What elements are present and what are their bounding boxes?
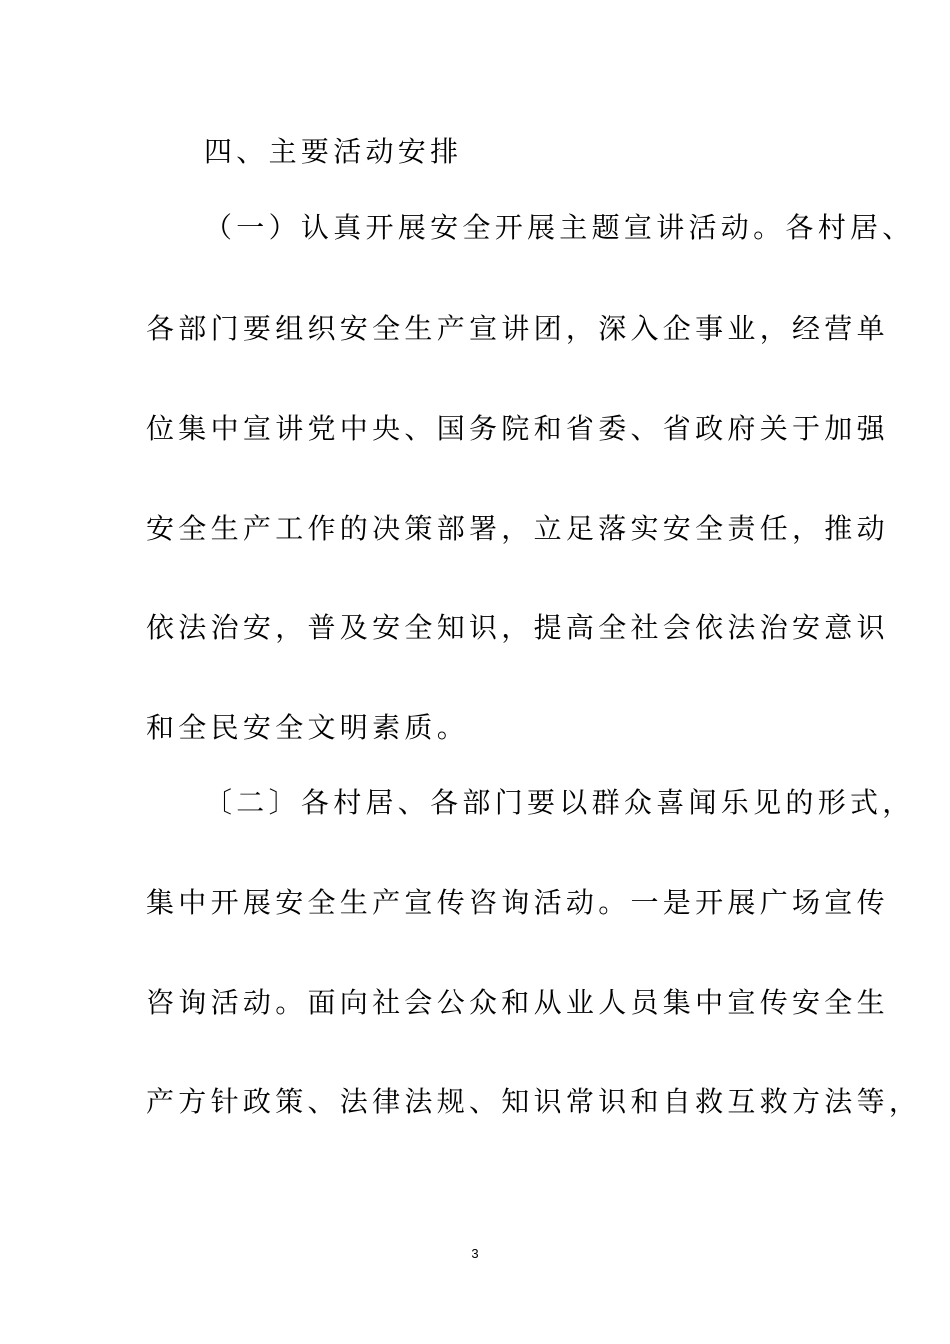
paragraph-line: 集中开展安全生产宣传咨询活动。一是开展广场宣传 <box>146 886 889 919</box>
page-number: 3 <box>471 1246 479 1261</box>
paragraph-line: 〔二〕各村居、各部门要以群众喜闻乐见的形式， <box>204 786 915 819</box>
paragraph-line: 咨询活动。面向社会公众和从业人员集中宣传安全生 <box>146 986 889 1019</box>
paragraph-line: 位集中宣讲党中央、国务院和省委、省政府关于加强 <box>146 412 889 445</box>
paragraph-line: （一）认真开展安全开展主题宣讲活动。各村居、 <box>204 211 915 244</box>
paragraph-line: 各部门要组织安全生产宣讲团，深入企事业，经营单 <box>146 312 889 345</box>
paragraph-line: 和全民安全文明素质。 <box>146 711 470 744</box>
paragraph-line: 安全生产工作的决策部署，立足落实安全责任，推动 <box>146 512 889 545</box>
paragraph-line: 依法治安，普及安全知识，提高全社会依法治安意识 <box>146 611 889 644</box>
paragraph-line: 产方针政策、法律法规、知识常识和自救互救方法等， <box>146 1085 922 1118</box>
section-heading: 四、主要活动安排 <box>204 135 463 168</box>
